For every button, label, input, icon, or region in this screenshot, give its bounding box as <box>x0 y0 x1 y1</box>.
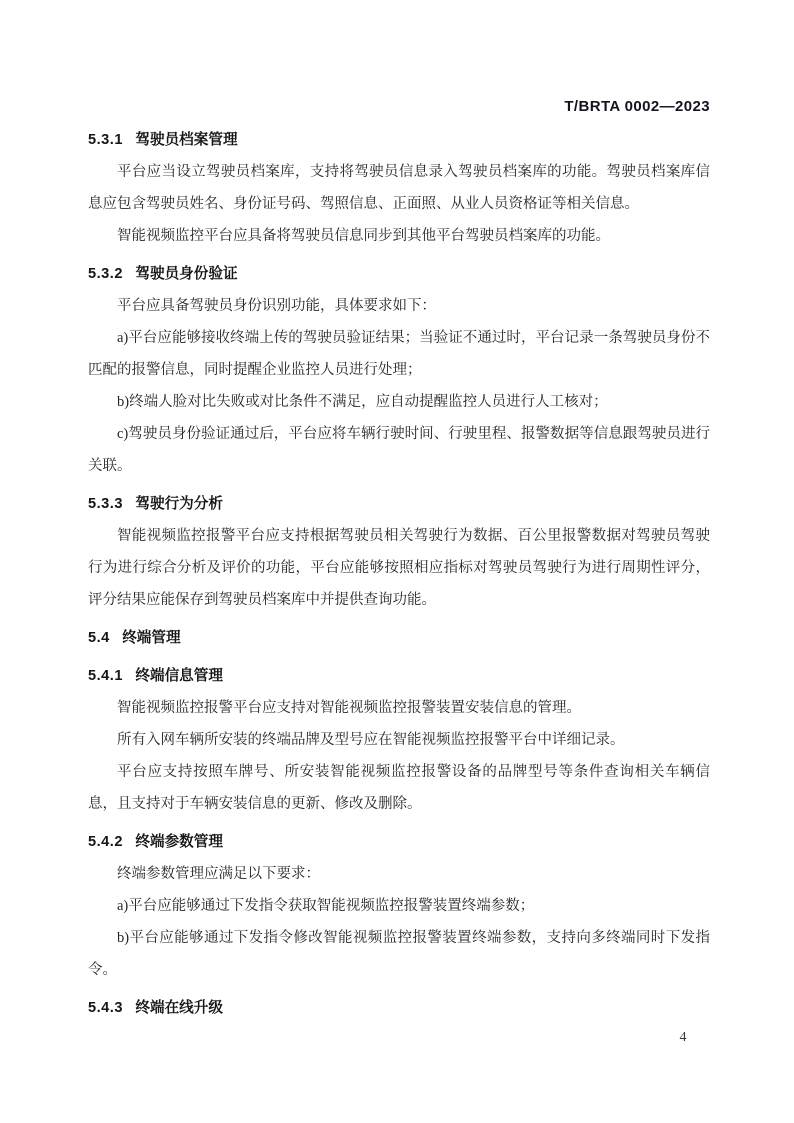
paragraph: 平台应支持按照车牌号、所安装智能视频监控报警设备的品牌型号等条件查询相关车辆信息，且支持对于车辆安装信息的更新、修改及删除。 <box>88 764 710 812</box>
section-heading-5-4-2 <box>88 826 710 858</box>
paragraph: 终端参数管理应满足以下要求： <box>117 866 320 882</box>
section-title: 驾驶行为分析 <box>135 496 223 512</box>
paragraph: 智能视频监控平台应具备将驾驶员信息同步到其他平台驾驶员档案库的功能。 <box>117 228 610 244</box>
paragraph: 智能视频监控报警平台应支持根据驾驶员相关驾驶行为数据、百公里报警数据对驾驶员驾驶行为进行综合分析及评价的功能，平台应能够按照相应指标对驾驶员驾驶行为进行周期性评分，评分结果应能保存到驾驶员档案库中并提供查询功能。 <box>88 528 710 608</box>
section-number: 5.4.3 <box>88 1000 123 1016</box>
section-number: 5.4.2 <box>88 834 123 850</box>
section-heading-5-3-3 <box>88 488 710 520</box>
section-number: 5.3.2 <box>88 266 123 282</box>
standard-code-header: T/BRTA 0002—2023 <box>564 98 710 115</box>
list-item-a: a)平台应能够通过下发指令获取智能视频监控报警装置终端参数； <box>117 898 535 914</box>
section-number: 5.3.1 <box>88 132 123 148</box>
document-body <box>88 118 710 1024</box>
paragraph: 平台应当设立驾驶员档案库，支持将驾驶员信息录入驾驶员档案库的功能。驾驶员档案库信息应包含驾驶员姓名、身份证号码、驾照信息、正面照、从业人员资格证等相关信息。 <box>88 164 710 212</box>
section-heading-5-3-1 <box>88 124 710 156</box>
section-number: 5.3.3 <box>88 496 123 512</box>
section-title: 终端管理 <box>122 630 181 646</box>
section-number: 5.4 <box>88 630 110 646</box>
section-heading-5-4-3 <box>88 992 710 1024</box>
list-item-b: b)终端人脸对比失败或对比条件不满足，应自动提醒监控人员进行人工核对； <box>117 394 608 410</box>
section-title: 驾驶员身份验证 <box>135 266 238 282</box>
section-number: 5.4.1 <box>88 668 123 684</box>
paragraph: 智能视频监控报警平台应支持对智能视频监控报警装置安装信息的管理。 <box>117 700 581 716</box>
section-title: 终端信息管理 <box>135 668 223 684</box>
paragraph: 平台应具备驾驶员身份识别功能，具体要求如下： <box>117 298 436 314</box>
list-item-c: c)驾驶员身份验证通过后，平台应将车辆行驶时间、行驶里程、报警数据等信息跟驾驶员进行关联。 <box>88 426 710 474</box>
section-heading-5-3-2 <box>88 258 710 290</box>
list-item-a: a)平台应能够接收终端上传的驾驶员验证结果；当验证不通过时，平台记录一条驾驶员身份不匹配的报警信息，同时提醒企业监控人员进行处理； <box>88 330 710 378</box>
section-heading-5-4-1 <box>88 660 710 692</box>
paragraph: 所有入网车辆所安装的终端品牌及型号应在智能视频监控报警平台中详细记录。 <box>117 732 625 748</box>
page-number: 4 <box>679 1030 687 1045</box>
section-title: 驾驶员档案管理 <box>135 132 238 148</box>
section-heading-5-4 <box>88 622 710 654</box>
section-title: 终端在线升级 <box>135 1000 223 1016</box>
section-title: 终端参数管理 <box>135 834 223 850</box>
list-item-b: b)平台应能够通过下发指令修改智能视频监控报警装置终端参数，支持向多终端同时下发指令。 <box>88 930 710 978</box>
